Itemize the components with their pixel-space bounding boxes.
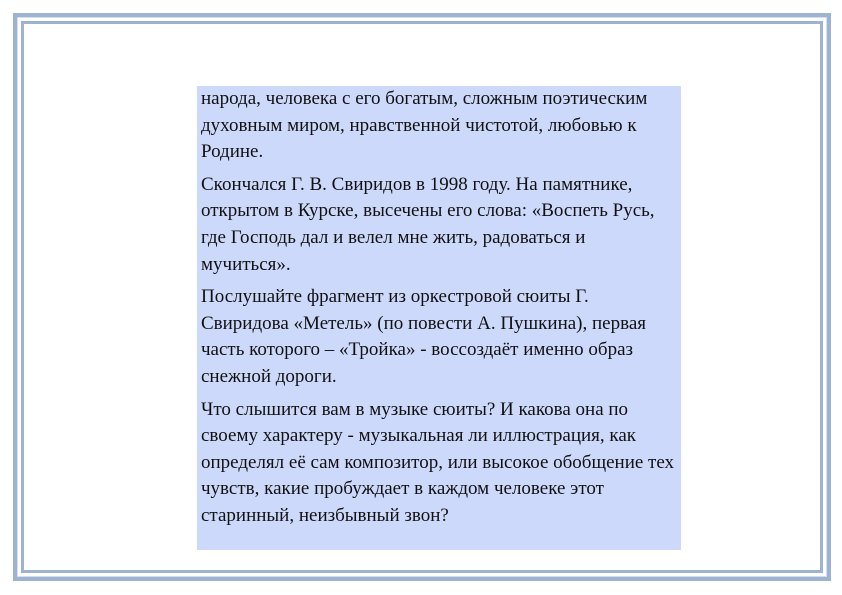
- text-box: [197, 86, 681, 550]
- paragraph-1: народа, человека с его богатым, сложным поэтическим духовным миром, нравственной чистотой, любовью к Родине.: [201, 88, 648, 163]
- paragraph-2: Скончался Г. В. Свиридов в 1998 году. На памятнике, открытом в Курске, высечены его слова: «Воспеть Русь, где Господь дал и велел мне жить, радоваться и мучиться».: [201, 173, 655, 275]
- paragraph-4: Что слышится вам в музыке сюиты? И какова она по своему характеру - музыкальная ли иллюстрация, как определял её сам композитор, или высокое обобщение тех чувств, какие пробуждает в каждом человеке этот старинный, неизбывный звон?: [201, 398, 675, 526]
- paragraph-3: Послушайте фрагмент из оркестровой сюиты Г. Свиридова «Метель» (по повести А. Пушкина), первая часть которого – «Тройка» - воссоздаёт именно образ снежной дороги.: [201, 286, 646, 387]
